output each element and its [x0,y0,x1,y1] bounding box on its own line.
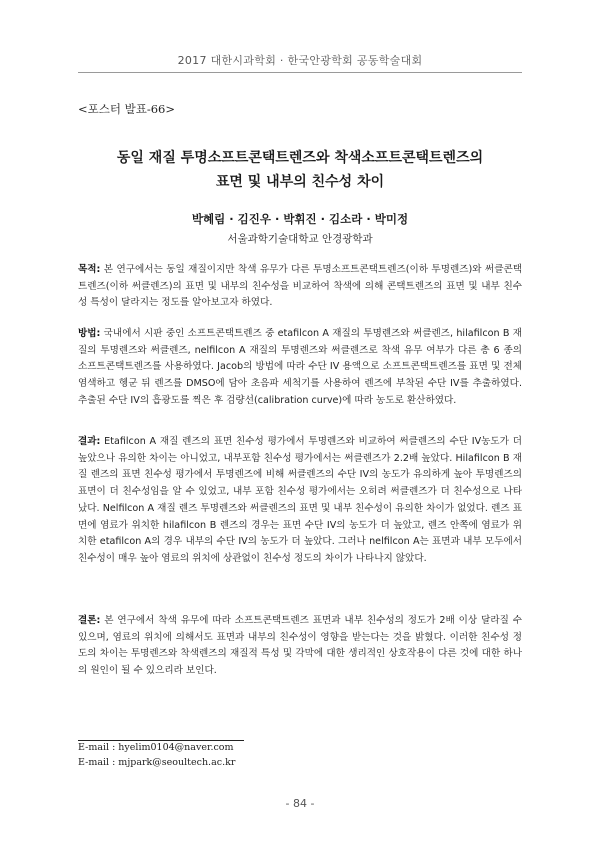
results-section [78,434,522,568]
purpose-text: 본 연구에서는 동일 재질이지만 착색 유무가 다른 투명소프트콘택트렌즈(이하 투명렌즈)와 써클콘택트렌즈(이하 써클렌즈)의 표면 및 내부의 친수성을 비교하여 착색에 의해 콘택트렌즈의 표면 및 내부 친수성 특성이 달라지는 정도를 알아보고자 하였다. [78,264,522,309]
author-list: 박혜림 · 김진우 · 박휘진 · 김소라 · 박미정 [191,212,409,226]
email-2[interactable]: E-mail : mjpark@seoultech.ac.kr [78,757,236,768]
methods-label: 방법: [78,328,101,339]
methods-section [78,326,522,410]
title-line-2: 표면 및 내부의 친수성 차이 [215,174,385,190]
purpose-label: 목적: [78,264,101,275]
results-text: Etafilcon A 재질 렌즈의 표면 친수성 평가에서 투명렌즈와 비교하여 써클렌즈의 수단 IV농도가 더 높았으나 유의한 차이는 아니었고, 내부포함 친수성 평가에서는 써클렌즈가 2.2배 높았다. Hilafilcon B 재질 렌즈의 표면 친수성 평가에서 투명렌즈에 비해 써클렌즈의 수단 IV의 농도가 유의하게 높아 투명렌즈의 표면이 더 친수성임을 알 수 있었고, 내부 포함 친수성 평가에서는 오히려 써클렌즈가 더 친수성으로 나타났다. Nelfilcon A 재질 렌즈 투명렌즈와 써클렌즈의 표면 및 내부 친수성이 유의한 차이가 없었다. 렌즈 표면에 염료가 위치한 hilafilcon B 렌즈의 경우는 표면 수단 IV의 농도가 더 높았고, 렌즈 안쪽에 염료가 위치한 etafilcon A의 경우 내부의 수단 IV의 농도가 더 높았다. 그러나 nelfilcon A는 표면과 내부 모두에서 친수성이 매우 높아 염료의 위치에 상관없이 친수성 정도의 차이가 나타나지 않았다. [78,436,522,564]
page-number: - 84 - [285,797,315,810]
results-label: 결과: [78,436,101,447]
purpose-section [78,262,522,312]
title-line-1: 동일 재질 투명소프트콘택트렌즈와 착색소프트콘택트렌즈의 [116,150,484,166]
affiliation: 서울과학기술대학교 안경광학과 [227,233,373,245]
methods-text: 국내에서 시판 중인 소프트콘택트렌즈 중 etafilcon A 재질의 투명렌즈와 써클렌즈, hilafilcon B 재질의 투명렌즈와 써클렌즈, nelfilcon A 재질의 투명렌즈와 써클렌즈로 착색 유무 여부가 다른 총 6 종의 소프트콘택트렌즈를 사용하였다. Jacob의 방법에 따라 수단 IV 용액으로 소프트콘택트렌즈를 표면 및 전체 염색하고 헹군 뒤 렌즈를 DMSO에 담아 초음파 세척기를 사용하여 렌즈에 부착된 수단 IV를 추출하였다. 추출된 수단 IV의 흡광도를 찍은 후 검량선(calibration curve)에 따라 농도로 환산하였다. [78,328,522,406]
poster-number: <포스터 발표-66> [78,102,175,116]
conclusion-text: 본 연구에서 착색 유무에 따라 소프트콘택트렌즈 표면과 내부 친수성의 정도가 2배 이상 달라질 수 있으며, 염료의 위치에 의해서도 표면과 내부의 친수성이 영향을 받는다는 것을 밝혔다. 이러한 친수성 정도의 차이는 투명렌즈와 착색렌즈의 재질적 특성 및 각막에 대한 생리적인 상호작용이 다른 것에 대한 하나의 원인이 될 수 있으리라 보인다. [78,615,522,677]
footnote-divider [78,740,244,741]
header-divider [78,72,522,73]
email-1[interactable]: E-mail : hyelim0104@naver.com [78,742,234,753]
conclusion-label: 결론: [78,615,101,626]
conclusion-section [78,613,522,680]
paper-title [78,146,522,194]
conference-header: 2017 대한시과학회 · 한국안광학회 공동학술대회 [177,54,423,67]
